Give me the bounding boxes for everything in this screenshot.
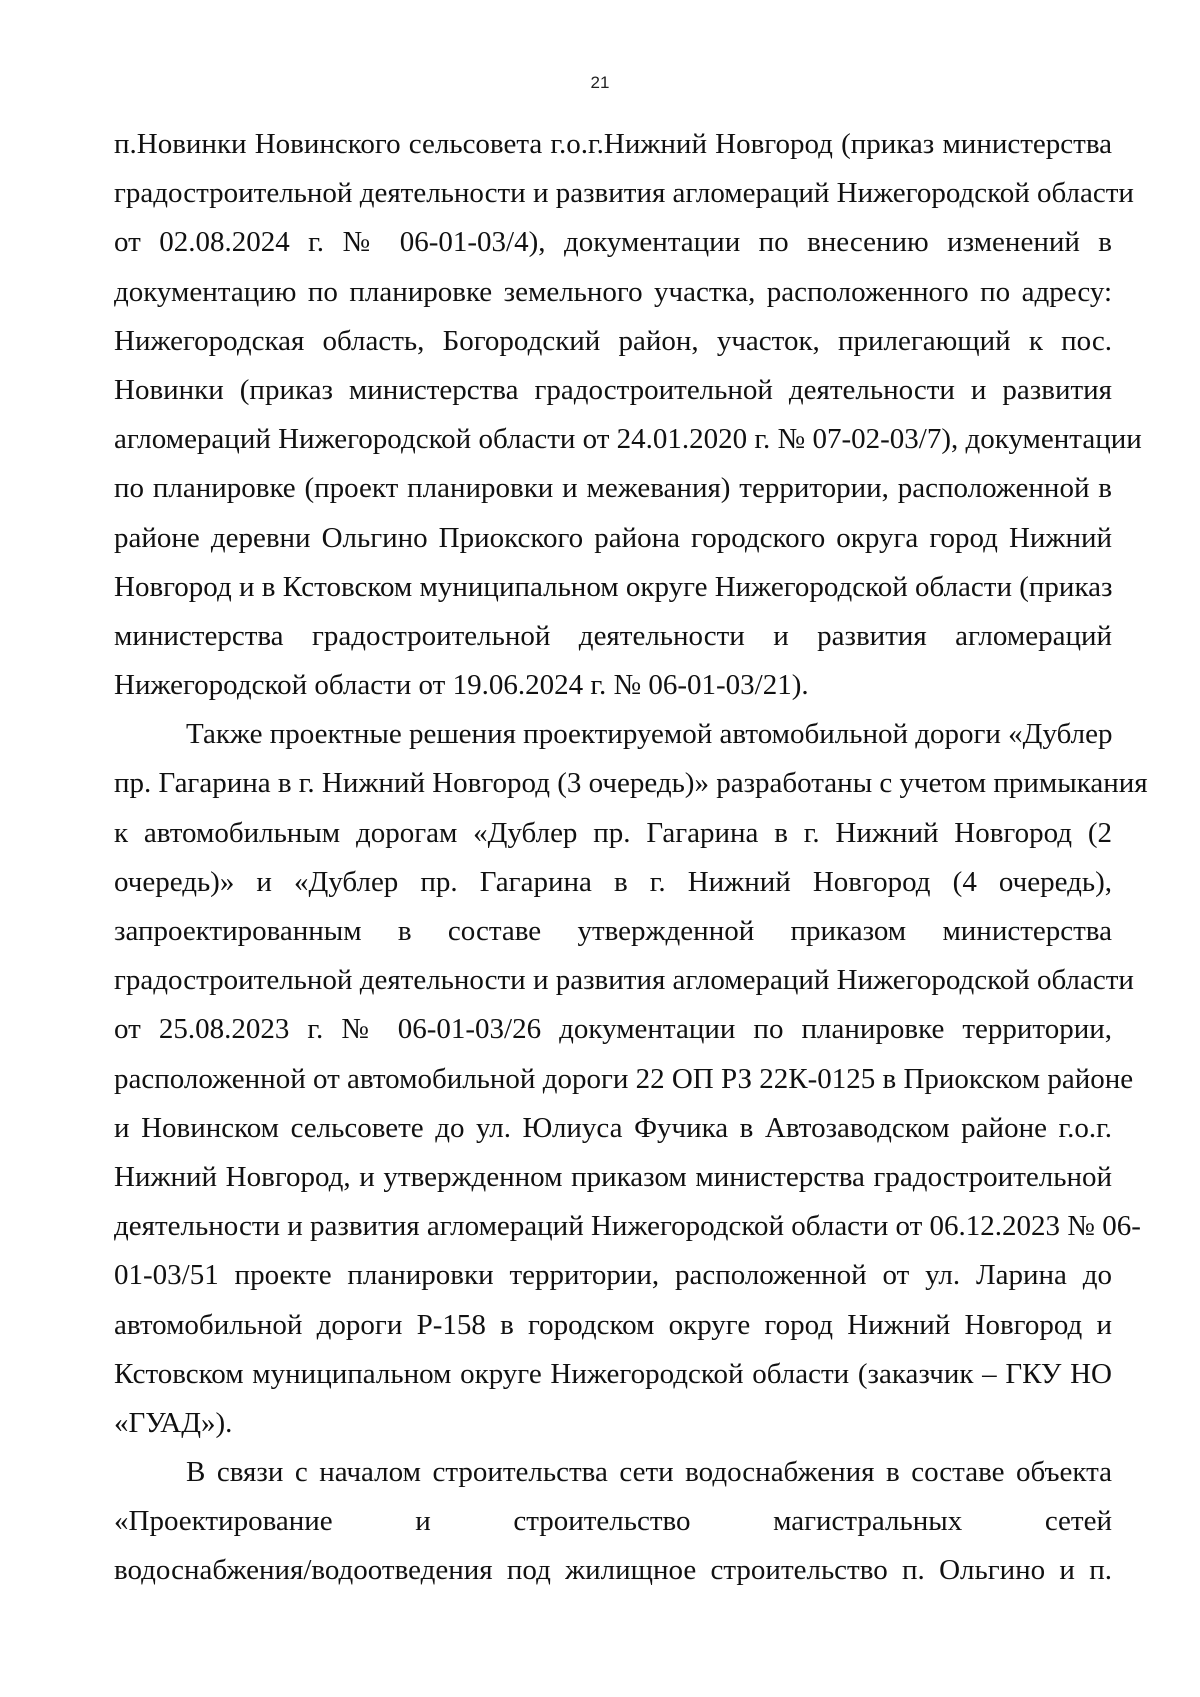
paragraph-1 [114, 120, 1142, 710]
paragraph-3 [114, 1448, 1112, 1596]
text-line: водоснабжения/водоотведения под жилищное строительство п. Ольгино и п. [114, 1554, 1112, 1587]
paragraph-2 [114, 710, 1148, 1448]
text-line: от 25.08.2023 г. № 06-01-03/26 документации по планировке территории, [114, 1013, 1112, 1046]
text-line: Нижегородская область, Богородский район, участок, прилегающий к пос. [114, 324, 1112, 357]
text-line: В связи с началом строительства сети водоснабжения в составе объекта [186, 1456, 1112, 1489]
text-line: деятельности и развития агломераций Нижегородской области от 06.12.2023 № 06- [114, 1210, 1141, 1243]
text-line: и Новинском сельсовете до ул. Юлиуса Фучика в Автозаводском районе г.о.г. [114, 1111, 1112, 1144]
text-line: Новгород и в Кстовском муниципальном округе Нижегородской области (приказ [114, 570, 1113, 603]
text-line: расположенной от автомобильной дороги 22 ОП РЗ 22К-0125 в Приокском районе [114, 1062, 1134, 1095]
body-text [114, 120, 1148, 1596]
text-line: запроектированным в составе утвержденной приказом министерства [114, 915, 1112, 947]
text-line: градостроительной деятельности и развития агломераций Нижегородской области [114, 964, 1134, 997]
text-line: 01-03/51 проекте планировки территории, расположенной от ул. Ларина до [114, 1259, 1112, 1292]
text-line: Кстовском муниципальном округе Нижегородской области (заказчик – ГКУ НО [114, 1357, 1112, 1390]
text-line: от 02.08.2024 г. № 06-01-03/4), документации по внесению изменений в [114, 226, 1112, 259]
text-line: районе деревни Ольгино Приокского района городского округа город Нижний [114, 521, 1112, 554]
text-line: агломераций Нижегородской области от 24.01.2020 г. № 07-02-03/7), документации [114, 423, 1142, 456]
text-line: пр. Гагарина в г. Нижний Новгород (3 очередь)» разработаны с учетом примыкания [114, 767, 1148, 800]
text-line: автомобильной дороги Р-158 в городском округе город Нижний Новгород и [114, 1308, 1112, 1341]
text-line: очередь)» и «Дублер пр. Гагарина в г. Нижний Новгород (4 очередь), [114, 865, 1112, 898]
text-line: документацию по планировке земельного участка, расположенного по адресу: [114, 275, 1112, 308]
page-number: 21 [590, 73, 610, 92]
text-line: Новинки (приказ министерства градостроительной деятельности и развития [114, 373, 1112, 406]
text-line: Также проектные решения проектируемой автомобильной дороги «Дублер [186, 718, 1113, 751]
text-line: Нижний Новгород, и утвержденном приказом министерства градостроительной [114, 1160, 1112, 1193]
text-line: по планировке (проект планировки и межевания) территории, расположенной в [114, 472, 1112, 505]
text-line: «ГУАД»). [114, 1406, 233, 1439]
text-line: к автомобильным дорогам «Дублер пр. Гагарина в г. Нижний Новгород (2 [114, 816, 1112, 849]
text-line: «Проектирование и строительство магистральных сетей [114, 1505, 1112, 1538]
text-line: Нижегородской области от 19.06.2024 г. № 06-01-03/21). [114, 669, 809, 702]
text-line: п.Новинки Новинского сельсовета г.о.г.Нижний Новгород (приказ министерства [114, 128, 1112, 160]
text-line: градостроительной деятельности и развития агломераций Нижегородской области [114, 177, 1134, 210]
text-line: министерства градостроительной деятельности и развития агломераций [114, 619, 1112, 652]
